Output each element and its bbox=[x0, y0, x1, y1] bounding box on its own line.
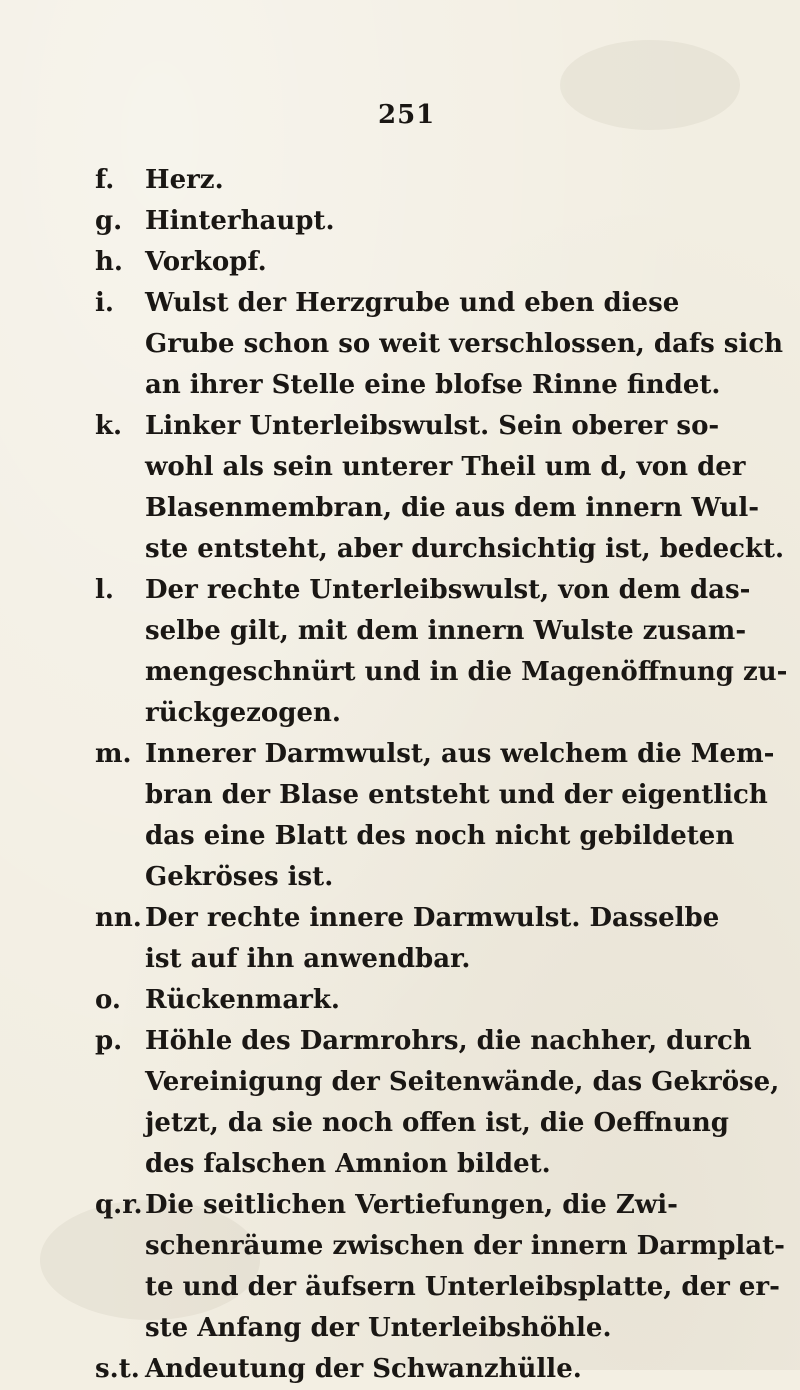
legend-entry bbox=[95, 406, 785, 570]
entry-text bbox=[145, 1185, 785, 1349]
entry-line: Andeutung der Schwanzhülle. bbox=[145, 1354, 582, 1384]
entry-text bbox=[145, 898, 735, 980]
entry-label: h. bbox=[95, 247, 123, 277]
entry-text bbox=[145, 980, 735, 1021]
entry-line: ist auf ihn anwendbar. bbox=[145, 944, 471, 974]
entry-line: mengeschnürt und in die Magenöffnung zu- bbox=[145, 657, 788, 687]
entry-line: wohl als sein unterer Theil um d, von der bbox=[145, 452, 746, 482]
entry-label: m. bbox=[95, 739, 132, 769]
entry-line: Die seitlichen Vertiefungen, die Zwi- bbox=[145, 1190, 678, 1220]
legend-entry bbox=[95, 283, 784, 406]
page-number: 251 bbox=[378, 100, 436, 130]
entry-text bbox=[145, 570, 787, 734]
legend-entry bbox=[95, 898, 735, 980]
entry-label: k. bbox=[95, 411, 123, 441]
entry-line: Linker Unterleibswulst. Sein oberer so- bbox=[145, 411, 720, 441]
entry-text bbox=[145, 242, 735, 283]
entry-label: o. bbox=[95, 985, 121, 1015]
entry-line: Rückenmark. bbox=[145, 985, 340, 1015]
entry-line: ste entsteht, aber durchsichtig ist, bedeckt. bbox=[145, 534, 785, 564]
entry-line: ste Anfang der Unterleibshöhle. bbox=[145, 1313, 612, 1343]
entry-line: Höhle des Darmrohrs, die nachher, durch bbox=[145, 1026, 752, 1056]
entry-text bbox=[145, 160, 735, 201]
legend-entry bbox=[95, 160, 735, 201]
legend-entry bbox=[95, 1021, 780, 1185]
entry-text bbox=[145, 1021, 779, 1185]
entry-line: Vorkopf. bbox=[145, 247, 267, 277]
entry-line: Grube schon so weit verschlossen, dafs sich bbox=[145, 329, 784, 359]
entry-line: te und der äufsern Unterleibsplatte, der er- bbox=[145, 1272, 780, 1302]
legend-entry bbox=[95, 201, 735, 242]
legend-entry bbox=[95, 1185, 785, 1349]
entry-text bbox=[145, 201, 735, 242]
entry-text bbox=[145, 283, 783, 406]
legend-entry bbox=[95, 980, 735, 1021]
entry-line: bran der Blase entsteht und der eigentlich bbox=[145, 780, 768, 810]
entry-line: Innerer Darmwulst, aus welchem die Mem- bbox=[145, 739, 775, 769]
entry-line: Gekröses ist. bbox=[145, 862, 334, 892]
entry-line: rückgezogen. bbox=[145, 698, 341, 728]
entry-line: selbe gilt, mit dem innern Wulste zusam- bbox=[145, 616, 747, 646]
entry-text bbox=[145, 406, 784, 570]
legend-entries bbox=[95, 160, 788, 1390]
legend-entry bbox=[95, 570, 788, 734]
paper-stain bbox=[560, 40, 740, 130]
entry-text bbox=[145, 734, 774, 898]
entry-line: Der rechte Unterleibswulst, von dem das- bbox=[145, 575, 751, 605]
legend-entry bbox=[95, 242, 735, 283]
entry-label: i. bbox=[95, 288, 114, 318]
entry-label: l. bbox=[95, 575, 114, 605]
entry-label: p. bbox=[95, 1026, 123, 1056]
legend-entry bbox=[95, 734, 775, 898]
entry-label: nn. bbox=[95, 903, 142, 933]
entry-line: des falschen Amnion bildet. bbox=[145, 1149, 551, 1179]
entry-label: g. bbox=[95, 206, 123, 236]
entry-line: Wulst der Herzgrube und eben diese bbox=[145, 288, 680, 318]
entry-line: Herz. bbox=[145, 165, 224, 195]
entry-line: das eine Blatt des noch nicht gebildeten bbox=[145, 821, 735, 851]
entry-line: Vereinigung der Seitenwände, das Gekröse, bbox=[145, 1067, 780, 1097]
entry-label: f. bbox=[95, 165, 115, 195]
entry-line: an ihrer Stelle eine blofse Rinne findet. bbox=[145, 370, 721, 400]
entry-line: Hinterhaupt. bbox=[145, 206, 335, 236]
entry-line: Der rechte innere Darmwulst. Dasselbe bbox=[145, 903, 720, 933]
entry-label: q.r. bbox=[95, 1190, 143, 1220]
entry-line: jetzt, da sie noch offen ist, die Oeffnung bbox=[145, 1108, 729, 1138]
entry-line: schenräume zwischen der innern Darmplat- bbox=[145, 1231, 785, 1261]
entry-label: s.t. bbox=[95, 1354, 140, 1384]
entry-line: Blasenmembran, die aus dem innern Wul- bbox=[145, 493, 760, 523]
